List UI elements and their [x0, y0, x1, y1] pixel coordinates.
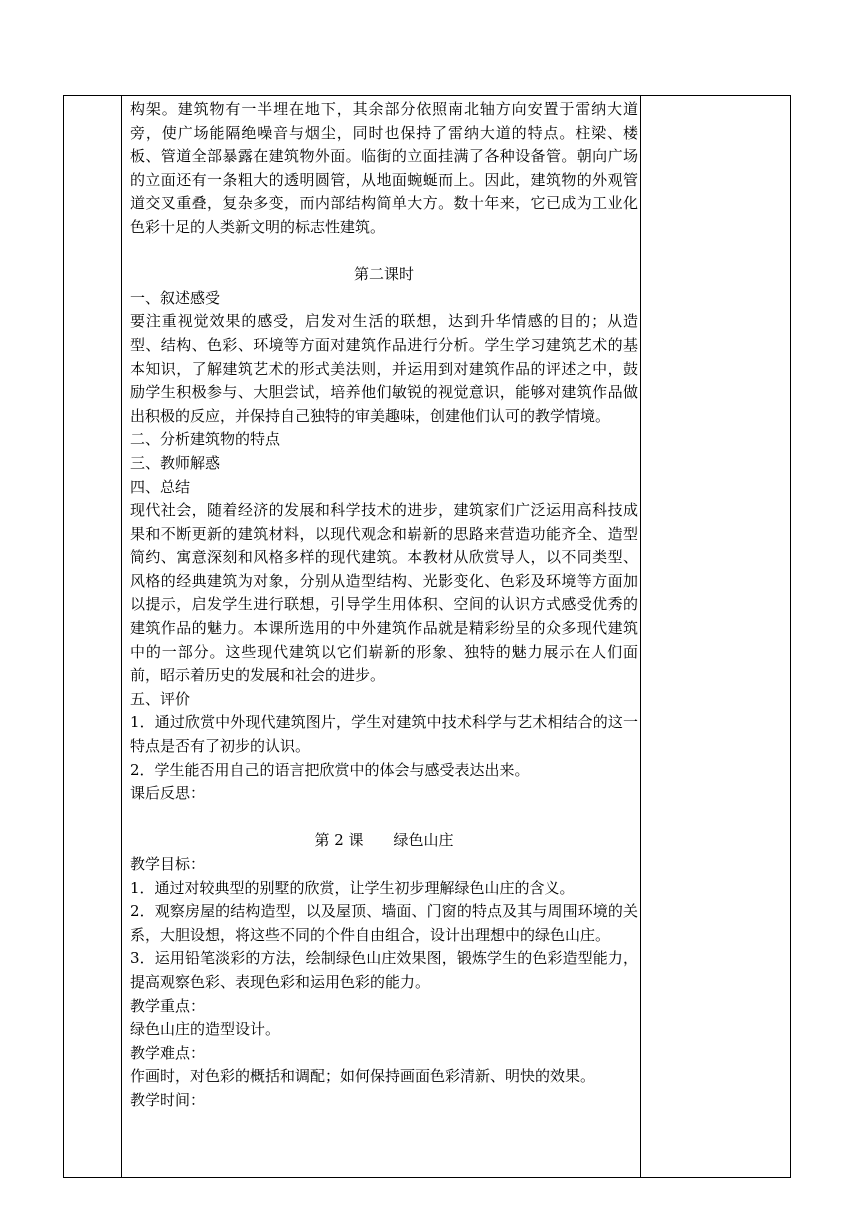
- blank-line: [130, 240, 638, 264]
- objective-item-1: 1．通过对较典型的别墅的欣赏，让学生初步理解绿色山庄的含义。: [130, 878, 575, 897]
- evaluation-item-1: 1．通过欣赏中外现代建筑图片，学生对建筑中技术科学与艺术相结合的这一特点是否有了初步的认识。: [130, 713, 638, 756]
- heading-narrate-feelings: 一、叙述感受: [130, 288, 221, 307]
- lesson-name: 绿色山庄: [393, 831, 454, 850]
- objective-item-2: 2．观察房屋的结构造型，以及屋顶、墙面、门窗的特点及其与周围环境的关系，大胆设想，将这些不同的个件自由组合，设计出理想中的绿色山庄。: [130, 902, 638, 944]
- heading-evaluation: 五、评价: [130, 689, 191, 708]
- paragraph-architecture-description: 构架。建筑物有一半埋在地下，其余部分依照南北轴方向安置于雷纳大道旁，使广场能隔绝噪音与烟尘，同时也保持了雷纳大道的特点。柱梁、楼板、管道全部暴露在建筑物外面。临街的立面挂满了各种设备管。朝向广场的立面还有一条粗大的透明圆管，从地面蜿蜒而上。因此，建筑物的外观管道交叉重叠，复杂多变，而内部结构简单大方。数十年来，它已成为工业化色彩十足的人类新文明的标志性建筑。: [130, 100, 638, 236]
- paragraph-summary: 现代社会，随着经济的发展和科学技术的进步，建筑家们广泛运用高科技成果和不断更新的建筑材料，以现代观念和崭新的思路来营造功能齐全、造型简约、寓意深刻和风格多样的现代建筑。本教材从欣赏导人，以不同类型、风格的经典建筑为对象，分别从造型结构、光影变化、色彩及环境等方面加以提示，启发学生进行联想，引导学生用体积、空间的认识方式感受优秀的建筑作品的魅力。本课所选用的中外建筑作品就是精彩纷呈的众多现代建筑中的一部分。这些现代建筑以它们崭新的形象、独特的魅力展示在人们面前，昭示着历史的发展和社会的进步。: [130, 501, 638, 685]
- right-column-divider: [640, 96, 641, 1177]
- section-title-second-period: 第二课时: [353, 265, 414, 284]
- left-column-divider: [121, 96, 122, 1177]
- heading-key-points: 教学重点：: [130, 996, 206, 1015]
- heading-teacher-explains: 三、教师解惑: [130, 453, 221, 472]
- blank-line: [130, 806, 638, 830]
- heading-after-class-reflection: 课后反思：: [130, 784, 206, 803]
- heading-teaching-objectives: 教学目标：: [130, 855, 206, 873]
- heading-difficulties: 教学难点：: [130, 1043, 206, 1062]
- heading-analyze-features: 二、分析建筑物的特点: [130, 430, 281, 449]
- evaluation-item-2: 2．学生能否用自己的语言把欣赏中的体会与感受表达出来。: [130, 760, 530, 779]
- lesson-number: 第 2 课: [314, 831, 364, 850]
- key-points-text: 绿色山庄的造型设计。: [130, 1020, 281, 1039]
- paragraph-visual-effects: 要注重视觉效果的感受，启发对生活的联想，达到升华情感的目的；从造型、结构、色彩、环境等方面对建筑作品进行分析。学生学习建筑艺术的基本知识，了解建筑艺术的形式美法则，并运用到对建筑作品的评述之中，鼓励学生积极参与、大胆尝试，培养他们敏锐的视觉意识，能够对建筑作品做出积极的反应，并保持自己独特的审美趣味，创建他们认可的教学情境。: [130, 312, 638, 425]
- heading-teaching-time: 教学时间：: [130, 1090, 206, 1109]
- difficulties-text: 作画时，对色彩的概括和调配；如何保持画面色彩清新、明快的效果。: [130, 1067, 596, 1086]
- heading-summary: 四、总结: [130, 477, 191, 496]
- objective-item-3: 3．运用铅笔淡彩的方法，绘制绿色山庄效果图，锻炼学生的色彩造型能力，提高观察色彩、表现色彩和运用色彩的能力。: [130, 949, 638, 991]
- main-content-cell: [130, 98, 638, 1113]
- lesson-plan-table: [63, 95, 791, 1178]
- lesson-title: [130, 829, 638, 853]
